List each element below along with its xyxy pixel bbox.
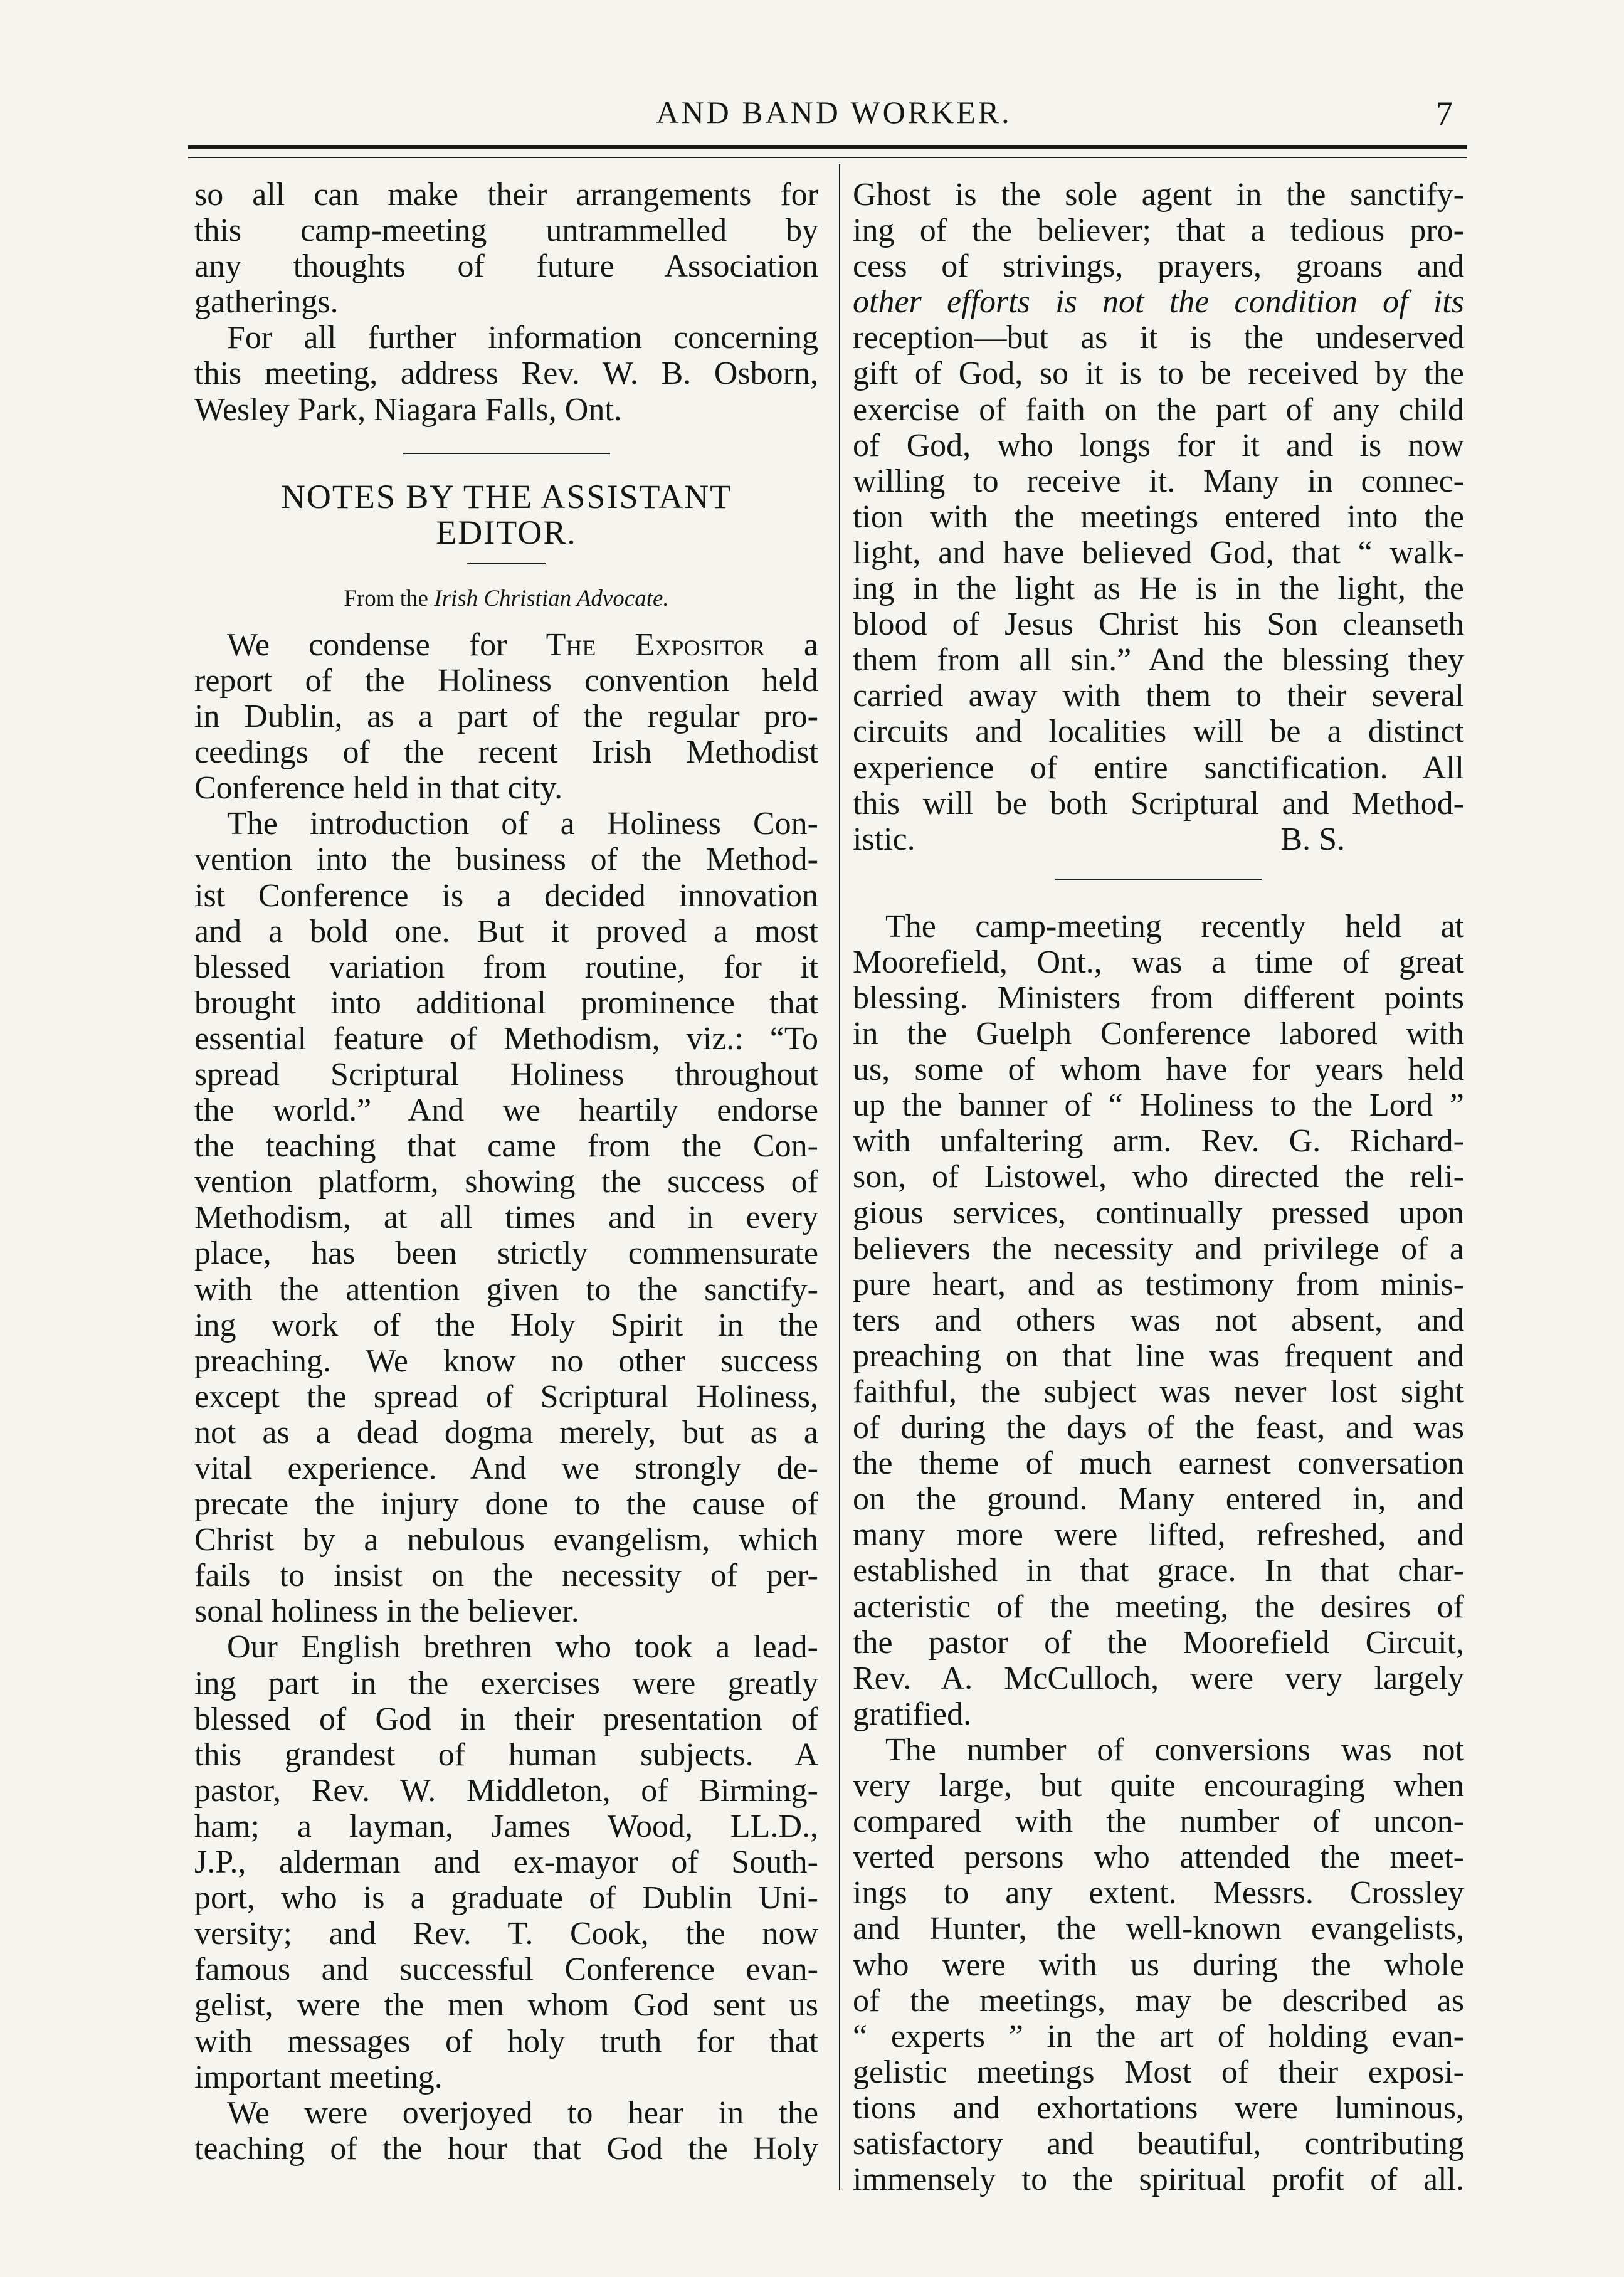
text-line: blessed variation from routine, for it (194, 949, 818, 985)
text-line: Conference held in that city. (194, 770, 563, 806)
text-line: in Dublin, as a part of the regular pro- (194, 699, 818, 735)
text-line: We were overjoyed to hear in the (227, 2095, 818, 2131)
text-line: immensely to the spiritual profit of all. (853, 2162, 1464, 2198)
paragraph-condense (194, 627, 818, 806)
text-line: vention into the business of the Method- (194, 842, 818, 878)
text-line: them from all sin.” And the blessing they (853, 642, 1464, 679)
text-fragment: a (764, 626, 818, 663)
text-line: compared with the number of uncon- (853, 1804, 1464, 1840)
text-line: tion with the meetings entered into the (853, 499, 1464, 535)
source-publication: Irish Christian Advocate. (434, 585, 669, 611)
text-line: cess of strivings, prayers, groans and (853, 248, 1464, 285)
text-line: with the attention given to the sanctify- (194, 1271, 818, 1308)
text-line: place, has been strictly commensurate (194, 1235, 818, 1272)
text-line: fails to insist on the necessity of per- (194, 1558, 818, 1594)
text-line: Christ by a nebulous evangelism, which (194, 1522, 818, 1558)
text-line: teaching of the hour that God the Holy (194, 2130, 818, 2167)
text-line: of during the days of the feast, and was (853, 1410, 1464, 1446)
text-fragment: We condense for (227, 626, 546, 663)
text-line: and a bold one. But it proved a most (194, 913, 818, 949)
text-line: not as a dead dogma merely, but as a (194, 1414, 818, 1450)
text-line: and Hunter, the well-known evangelists, (853, 1911, 1464, 1947)
text-line: pure heart, and as testimony from minis- (853, 1266, 1464, 1302)
paragraph-arrangements (194, 177, 818, 320)
text-line: with unfaltering arm. Rev. G. Richard- (853, 1123, 1464, 1160)
text-line: the theme of much earnest conversation (853, 1445, 1464, 1482)
text-line: on the ground. Many entered in, and (853, 1481, 1464, 1518)
paragraph-introduction (194, 806, 818, 1629)
text-line: spread Scriptural Holiness throughout (194, 1056, 818, 1092)
source-prefix: From the (344, 585, 435, 611)
text-line: blood of Jesus Christ his Son cleanseth (853, 606, 1464, 643)
text-line: Rev. A. McCulloch, were very largely (853, 1660, 1464, 1696)
text-line: important meeting. (194, 2059, 443, 2095)
column-divider (839, 164, 840, 2190)
text-line: of the meetings, may be described as (853, 1982, 1464, 2019)
text-line: faithful, the subject was never lost sight (853, 1374, 1464, 1410)
text-line: “ experts ” in the art of holding evan- (853, 2018, 1464, 2054)
text-line: exercise of faith on the part of any child (853, 391, 1464, 428)
text-line: The number of conversions was not (885, 1731, 1464, 1768)
text-line: except the spread of Scriptural Holiness, (194, 1378, 818, 1415)
paragraph-camp-meeting (853, 909, 1464, 1732)
text-line: gatherings. (194, 284, 339, 320)
text-line: ing of the believer; that a tedious pro- (853, 213, 1464, 249)
text-line: gelistic meetings Most of their exposi- (853, 2054, 1464, 2090)
text-line: J.P., alderman and ex-mayor of South- (194, 1844, 818, 1881)
text-line: so all can make their arrangements for (194, 177, 818, 213)
page-number: 7 (1436, 95, 1453, 132)
text-line: ham; a layman, James Wood, LL.D., (194, 1808, 818, 1844)
text-line: preaching on that line was frequent and (853, 1338, 1464, 1374)
right-column (853, 177, 1464, 2197)
text-line: tions and exhortations were luminous, (853, 2089, 1464, 2126)
heading-line: NOTES BY THE ASSISTANT (280, 477, 732, 515)
text-line: Ghost is the sole agent in the sanctify- (853, 177, 1464, 213)
emphasized-line: other efforts is not the condition of its (853, 284, 1464, 320)
text-line: The camp-meeting recently held at (885, 908, 1464, 944)
text-line: gift of God, so it is to be received by the (853, 356, 1464, 392)
text-line: ters and others was not absent, and (853, 1302, 1464, 1338)
text-line: gelist, were the men whom God sent us (194, 1987, 818, 2024)
publication-name: The Expositor (546, 626, 765, 663)
signature-line (853, 822, 1464, 857)
text-line: this meeting, address Rev. W. B. Osborn, (194, 356, 818, 392)
heading-line: EDITOR. (436, 513, 577, 551)
text-line: this will be both Scriptural and Method- (853, 785, 1464, 822)
text-line: verted persons who attended the meet- (853, 1839, 1464, 1876)
text-line: reception—but as it is the undeserved (853, 320, 1464, 356)
text-line: blessed of God in their presentation of (194, 1701, 818, 1737)
text-line: port, who is a graduate of Dublin Uni- (194, 1880, 818, 1916)
text-line: ist Conference is a decided innovation (194, 877, 818, 914)
text-line: preaching. We know no other success (194, 1343, 818, 1379)
text-line: For all further information concerning (227, 320, 818, 356)
text-line: son, of Listowel, who directed the reli- (853, 1159, 1464, 1195)
text-line: ing in the light as He is in the light, the (853, 571, 1464, 607)
text-line: with messages of holy truth for that (194, 2023, 818, 2059)
text-line: The introduction of a Holiness Con- (227, 806, 818, 842)
paragraph-holy-ghost (853, 177, 1464, 857)
paragraph-conversions (853, 1732, 1464, 2197)
text-line: any thoughts of future Association (194, 248, 818, 285)
text-line: this camp-meeting untrammelled by (194, 213, 818, 249)
text-line: satisfactory and beautiful, contributing (853, 2125, 1464, 2162)
text-line: ing work of the Holy Spirit in the (194, 1307, 818, 1343)
text-line: willing to receive it. Many in connec- (853, 463, 1464, 499)
section-heading (194, 479, 818, 551)
text-line: Wesley Park, Niagara Falls, Ont. (194, 391, 622, 428)
text-line: report of the Holiness convention held (194, 662, 818, 699)
text-line: pastor, Rev. W. Middleton, of Birming- (194, 1772, 818, 1809)
text-line: carried away with them to their several (853, 678, 1464, 714)
text-line: ings to any extent. Messrs. Crossley (853, 1875, 1464, 1911)
text-line: brought into additional prominence that (194, 985, 818, 1021)
text-line: essential feature of Methodism, viz.: “To (194, 1020, 818, 1057)
text-line: sonal holiness in the believer. (194, 1593, 579, 1630)
text-line: ing part in the exercises were greatly (194, 1665, 818, 1701)
text-line: Methodism, at all times and in every (194, 1200, 818, 1236)
text-line: believers the necessity and privilege of a (853, 1230, 1464, 1267)
text-line: vital experience. And we strongly de- (194, 1450, 818, 1486)
author-signature: B. S. (1280, 821, 1345, 857)
text-line: up the banner of “ Holiness to the Lord ” (853, 1087, 1464, 1124)
text-line: the teaching that came from the Con- (194, 1128, 818, 1165)
header-rule-thin (188, 157, 1467, 158)
text-line: the pastor of the Moorefield Circuit, (853, 1624, 1464, 1661)
text-line: Moorefield, Ont., was a time of great (853, 944, 1464, 980)
text-line: Our English brethren who took a lead- (227, 1629, 818, 1666)
text-line: experience of entire sanctification. All (853, 749, 1464, 786)
paragraph-english-brethren (194, 1629, 818, 2095)
text-line: us, some of whom have for years held (853, 1052, 1464, 1088)
text-line: precate the injury done to the cause of (194, 1486, 818, 1523)
text-line: of God, who longs for it and is now (853, 427, 1464, 463)
text-line (194, 627, 818, 663)
running-header: AND BAND WORKER. (656, 95, 1012, 130)
text-line: ceedings of the recent Irish Methodist (194, 734, 818, 771)
text-line: famous and successful Conference evan- (194, 1952, 818, 1988)
text-line: established in that grace. In that char- (853, 1553, 1464, 1589)
text-line: many more were lifted, refreshed, and (853, 1517, 1464, 1553)
header-rule-thick (188, 145, 1467, 149)
text-line: who were with us during the whole (853, 1947, 1464, 1983)
paragraph-information (194, 320, 818, 427)
paragraph-overjoyed (194, 2095, 818, 2167)
text-line: vention platform, showing the success of (194, 1164, 818, 1200)
text-line: gious services, continually pressed upon (853, 1195, 1464, 1231)
text-line: very large, but quite encouraging when (853, 1768, 1464, 1804)
text-line: circuits and localities will be a distinct (853, 714, 1464, 750)
text-line: gratified. (853, 1696, 972, 1732)
left-column (194, 177, 818, 2167)
text-line: in the Guelph Conference labored with (853, 1016, 1464, 1052)
text-line: acteristic of the meeting, the desires of (853, 1588, 1464, 1625)
text-line: blessing. Ministers from different points (853, 980, 1464, 1016)
text-line: this grandest of human subjects. A (194, 1736, 818, 1773)
text-line: the world.” And we heartily endorse (194, 1092, 818, 1129)
source-credit (194, 581, 818, 615)
text-fragment: istic. (853, 821, 915, 857)
text-line: light, and have believed God, that “ walk- (853, 534, 1464, 571)
text-line: versity; and Rev. T. Cook, the now (194, 1916, 818, 1952)
